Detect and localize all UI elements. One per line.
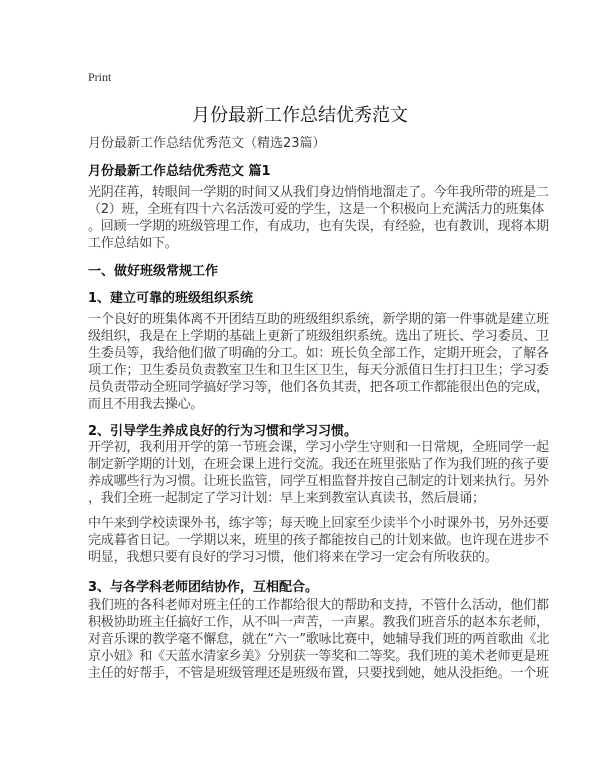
print-link[interactable]: Print <box>88 70 112 84</box>
paragraph-habits <box>88 439 549 507</box>
paragraph-line: 积极协助班主任搞好工作，从不叫一声苦，一声累。教我们班音乐的赵本东老师， <box>88 615 549 630</box>
document-subtitle: 月份最新工作总结优秀范文（精选23篇） <box>88 136 326 151</box>
paragraph-line: 开学初，我利用开学的第一节班会课，学习小学生守则和一日常规，全班同学一起 <box>88 440 549 455</box>
paragraph-line: 养成哪些行为习惯。让班长监管，同学互相监督并按自己制定的计划来执行。另外 <box>88 474 549 489</box>
paragraph-line: 主任的好帮手，不管是班级管理还是班级布置，只要找到她，她从没拒绝。一个班 <box>88 666 549 681</box>
paragraph-line: 制定新学期的计划，在班会课上进行交流。我还在班里张贴了作为我们班的孩子要 <box>88 457 549 472</box>
paragraph-line: 一个良好的班集体离不开团结互助的班级组织系统，新学期的第一件事就是建立班 <box>88 312 549 327</box>
paragraph-line: 员负责带动全班同学搞好学习等，他们各负其责，把各项工作都能很出色的完成， <box>88 380 549 395</box>
subheading-2: 2、引导学生养成良好的行为习惯和学习习惯。 <box>88 424 358 439</box>
paragraph-line: 中午来到学校读课外书，练字等；每天晚上回家至少读半个小时课外书，另外还要 <box>88 516 549 531</box>
paragraph-line: 工作总结如下。 <box>88 236 178 251</box>
paragraph-line: 。回顾一学期的班级管理工作，有成功，也有失误，有经验，也有教训，现将本期 <box>88 219 549 234</box>
page-title: 月份最新工作总结优秀范文 <box>192 105 408 126</box>
paragraph-line: 而且不用我去操心。 <box>88 397 204 412</box>
paragraph-line: 级组织，我是在上学期的基础上更新了班级组织系统。选出了班长、学习委员、卫 <box>88 329 549 344</box>
paragraph-line: 完成暮省日记。一学期以来，班里的孩子都能按自己的计划来做。也许现在进步不 <box>88 533 549 548</box>
paragraph-organization <box>88 311 549 413</box>
paragraph-teachers <box>88 597 550 682</box>
paragraph-intro <box>88 184 549 252</box>
paragraph-line: 生委员等，我给他们做了明确的分工。如：班长负全部工作，定期开班会，了解各 <box>88 346 549 361</box>
paragraph-line: 项工作；卫生委员负责教室卫生和卫生区卫生，每天分派值日生打扫卫生；学习委 <box>88 363 549 378</box>
subheading-1: 1、建立可靠的班级组织系统 <box>88 291 254 306</box>
paragraph-study <box>88 515 549 566</box>
subheading-3: 3、与各学科老师团结协作，互相配合。 <box>88 580 319 595</box>
paragraph-line: ，我们全班一起制定了学习计划：早上来到教室认真读书，然后晨诵； <box>88 491 485 506</box>
paragraph-line: 我们班的各科老师对班主任的工作都给很大的帮助和支持，不管什么活动，他们都 <box>88 598 549 613</box>
paragraph-line: 明显，我想只要有良好的学习习惯，他们将来在学习一定会有所收获的。 <box>88 550 498 565</box>
paragraph-line: 光阴荏苒，转眼间一学期的时间又从我们身边悄悄地溜走了。今年我所带的班是二 <box>88 185 549 200</box>
paragraph-line: 对音乐课的教学毫不懈怠，就在“六一”歌咏比赛中，她辅导我们班的两首歌曲《北 <box>88 632 550 647</box>
section-heading-1: 一、做好班级常规工作 <box>88 264 219 279</box>
paragraph-line: 京小妞》和《天蓝水清家乡美》分别获一等奖和二等奖。我们班的美术老师更是班 <box>88 649 549 664</box>
paragraph-line: （2）班，全班有四十六名活泼可爱的学生，这是一个积极向上充满活力的班集体 <box>88 202 545 217</box>
article-heading: 月份最新工作总结优秀范文 篇1 <box>88 164 271 179</box>
